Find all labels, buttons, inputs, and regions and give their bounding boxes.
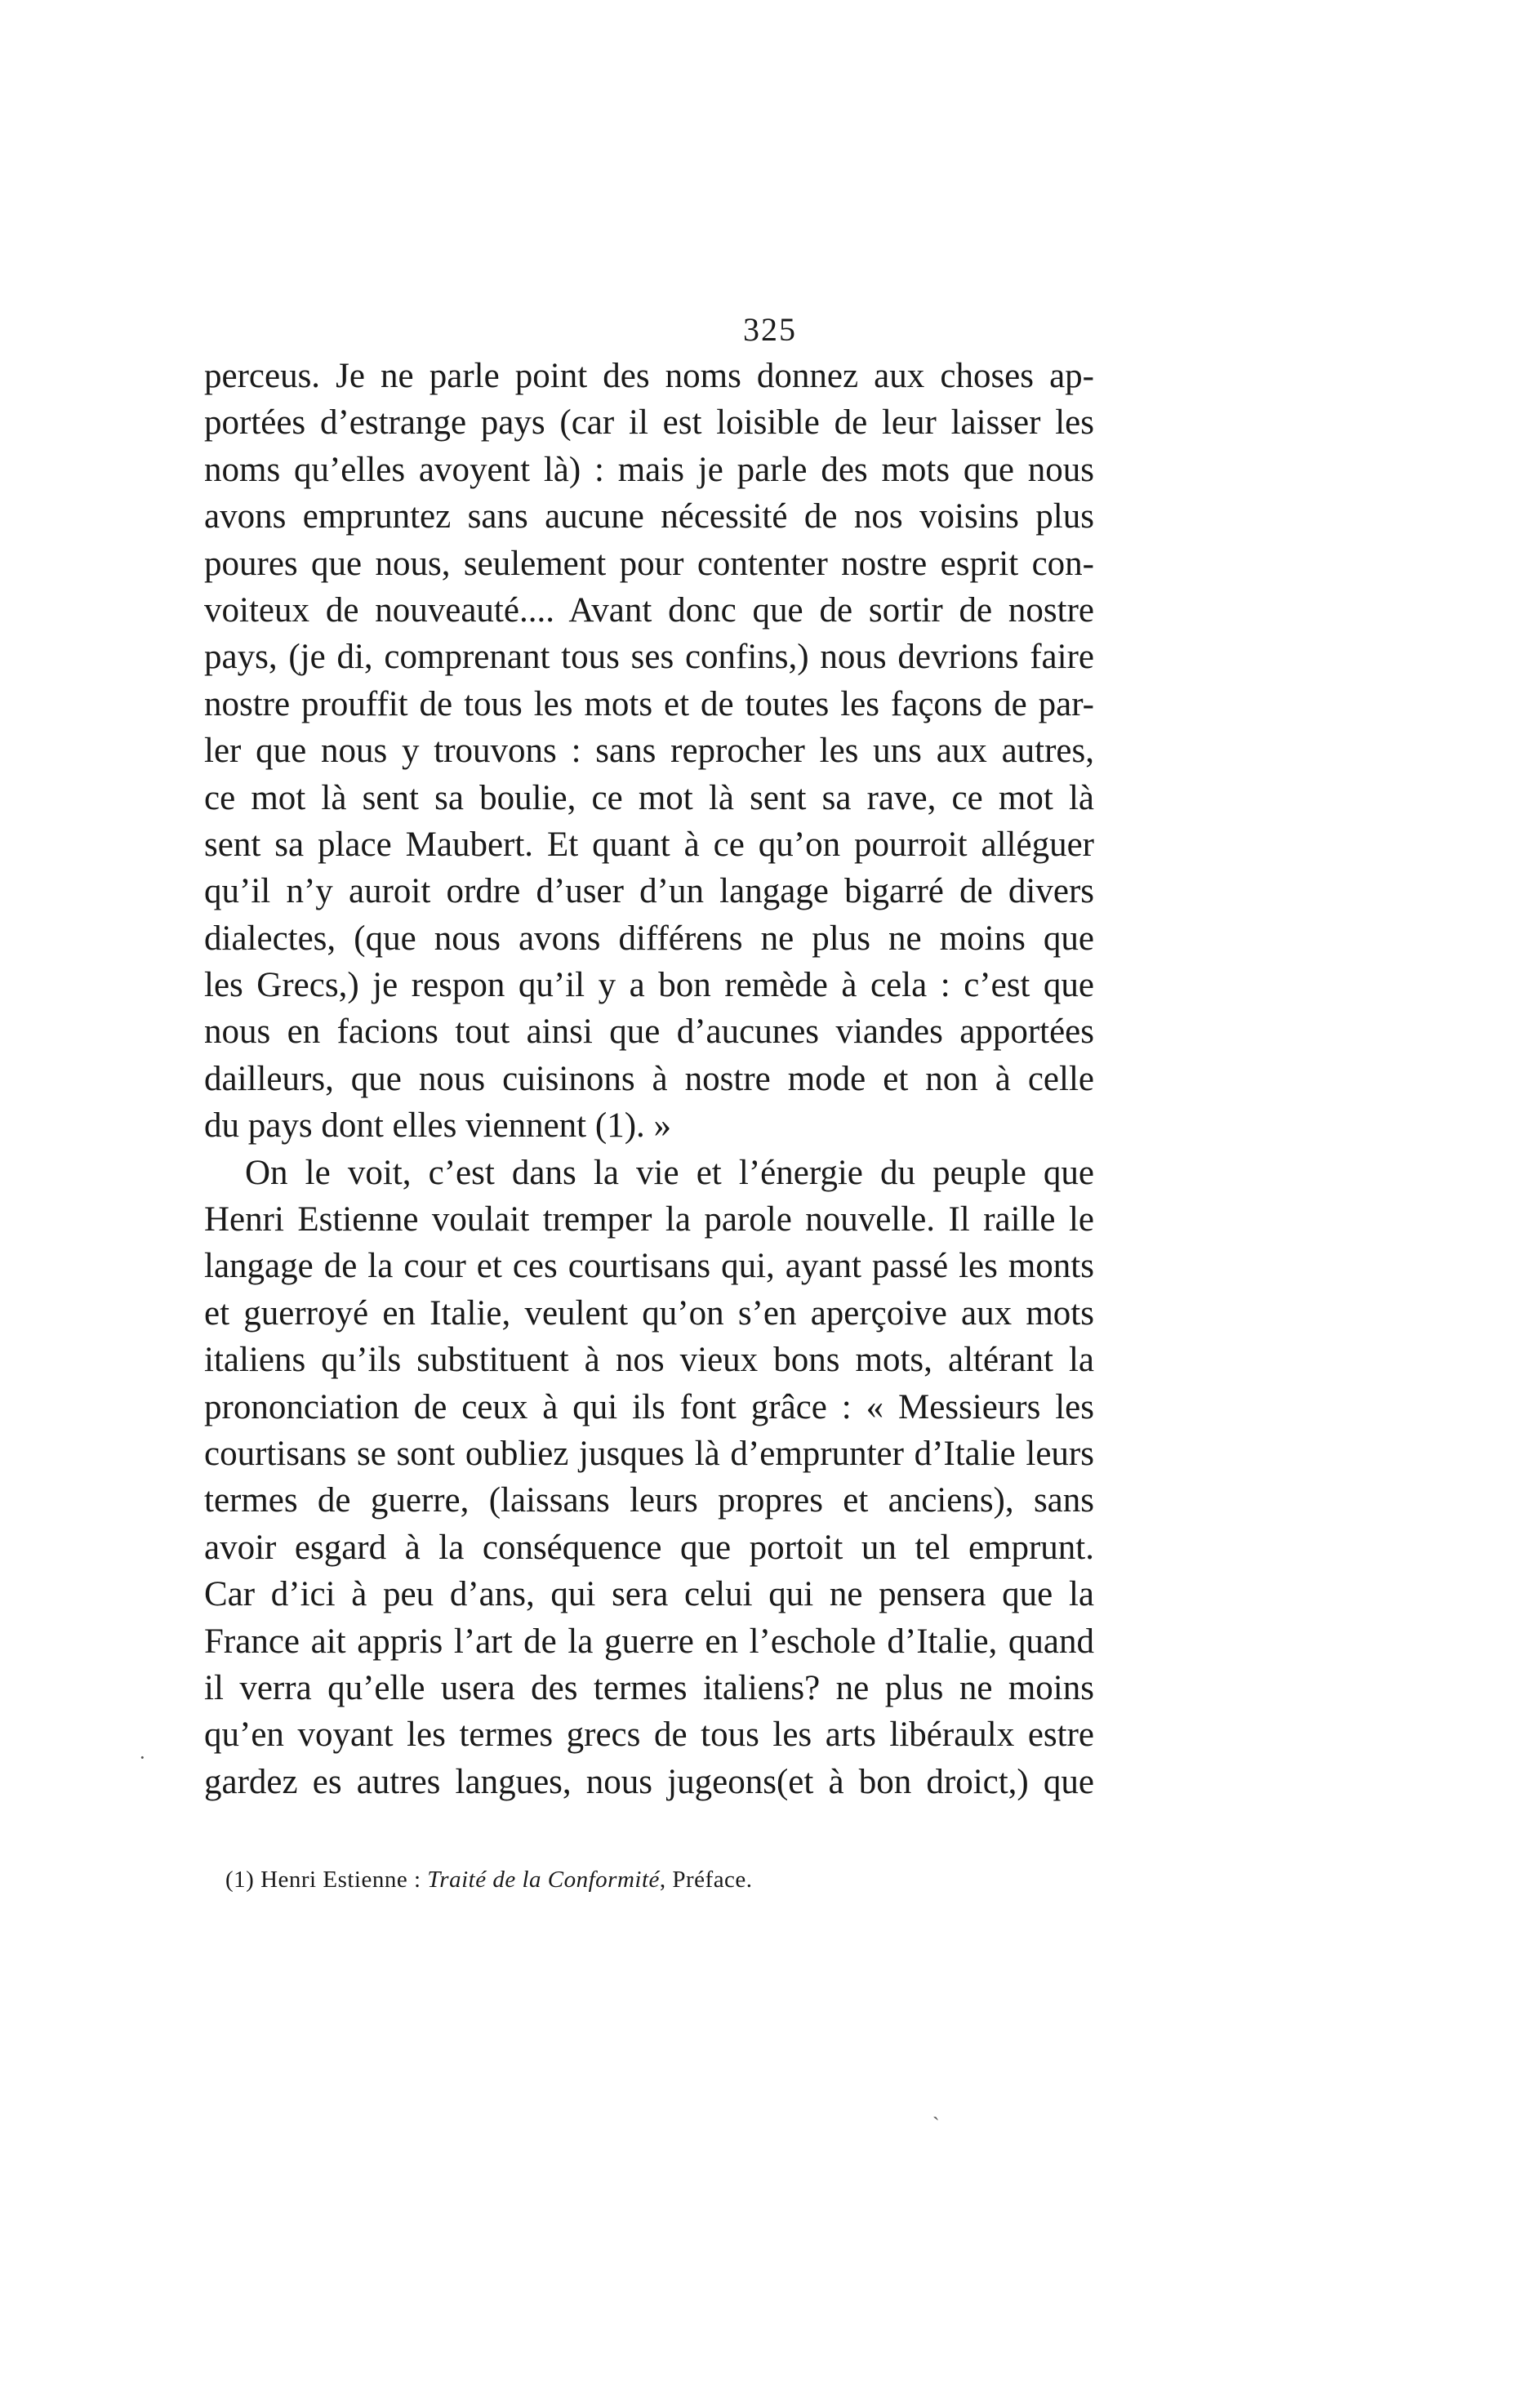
text-line: termes de guerre, (laissans leurs propres et anciens), sans bbox=[204, 1481, 1094, 1520]
text-line: nous en facions tout ainsi que d’aucunes viandes apportées bbox=[204, 1012, 1094, 1052]
footnote-suffix: , Préface. bbox=[659, 1867, 753, 1893]
text-line: perceus. Je ne parle point des noms donnez aux choses ap- bbox=[204, 357, 1094, 395]
text-line: courtisans se sont oubliez jusques là d’emprunter d’Italie leurs bbox=[204, 1434, 1094, 1473]
text-line: nostre prouffit de tous les mots et de toutes les façons de par- bbox=[204, 684, 1094, 723]
text-line: voiteux de nouveauté.... Avant donc que de sortir de nostre bbox=[204, 590, 1094, 630]
text-line: noms qu’elles avoyent là) : mais je parle des mots que nous bbox=[204, 450, 1094, 489]
text-line: ce mot là sent sa boulie, ce mot là sent sa rave, ce mot là bbox=[204, 778, 1094, 817]
text-line: prononciation de ceux à qui ils font grâce : « Messieurs les bbox=[204, 1387, 1094, 1426]
text-line: pays, (je di, comprenant tous ses confins,) nous devrions faire bbox=[204, 638, 1094, 677]
text-line: il verra qu’elle usera des termes italiens? ne plus ne moins bbox=[204, 1668, 1094, 1707]
text-line: France ait appris l’art de la guerre en l’eschole d’Italie, quand bbox=[204, 1622, 1094, 1661]
footnote bbox=[225, 1863, 1042, 1896]
text-line: avons empruntez sans aucune nécessité de nos voisins plus bbox=[204, 497, 1094, 536]
text-line: et guerroyé en Italie, veulent qu’on s’en aperçoive aux mots bbox=[204, 1293, 1094, 1333]
footnote-marker: (1) bbox=[225, 1867, 255, 1893]
text-line: sent sa place Maubert. Et quant à ce qu’on pourroit alléguer bbox=[204, 825, 1094, 864]
text-line: dailleurs, que nous cuisinons à nostre mode et non à celle bbox=[204, 1059, 1094, 1098]
text-line: Car d’ici à peu d’ans, qui sera celui qui ne pensera que la bbox=[204, 1575, 1094, 1614]
text-line: ler que nous y trouvons : sans reprocher les uns aux autres, bbox=[204, 732, 1094, 771]
footnote-title: Traité de la Conformité bbox=[427, 1867, 660, 1893]
body-text bbox=[204, 353, 1094, 1805]
text-line: Henri Estienne voulait tremper la parole nouvelle. Il raille le bbox=[204, 1200, 1094, 1239]
text-line: les Grecs,) je respon qu’il y a bon remède à cela : c’est que bbox=[204, 966, 1094, 1005]
footnote-author: Henri Estienne : bbox=[260, 1867, 421, 1893]
text-line: avoir esgard à la conséquence que portoit un tel emprunt. bbox=[204, 1528, 1094, 1567]
text-line: On le voit, c’est dans la vie et l’énergie du peuple que bbox=[245, 1153, 1094, 1192]
text-line: poures que nous, seulement pour contenter nostre esprit con- bbox=[204, 544, 1094, 583]
text-line: italiens qu’ils substituent à nos vieux bons mots, altérant la bbox=[204, 1341, 1094, 1380]
text-line: du pays dont elles viennent (1). » bbox=[204, 1106, 672, 1146]
text-line: portées d’estrange pays (car il est loisible de leur laisser les bbox=[204, 403, 1094, 443]
text-line: langage de la cour et ces courtisans qui, ayant passé les monts bbox=[204, 1247, 1094, 1286]
text-line: gardez es autres langues, nous jugeons(et à bon droict,) que bbox=[204, 1762, 1094, 1801]
page-number: 325 bbox=[743, 311, 797, 348]
margin-tick: ˋ bbox=[932, 2113, 940, 2137]
text-line: dialectes, (que nous avons différens ne plus ne moins que bbox=[204, 919, 1094, 958]
margin-tick: · bbox=[139, 1746, 146, 1769]
text-line: qu’il n’y auroit ordre d’user d’un langage bigarré de divers bbox=[204, 872, 1094, 911]
text-line: qu’en voyant les termes grecs de tous les arts libéraulx estre bbox=[204, 1715, 1094, 1755]
